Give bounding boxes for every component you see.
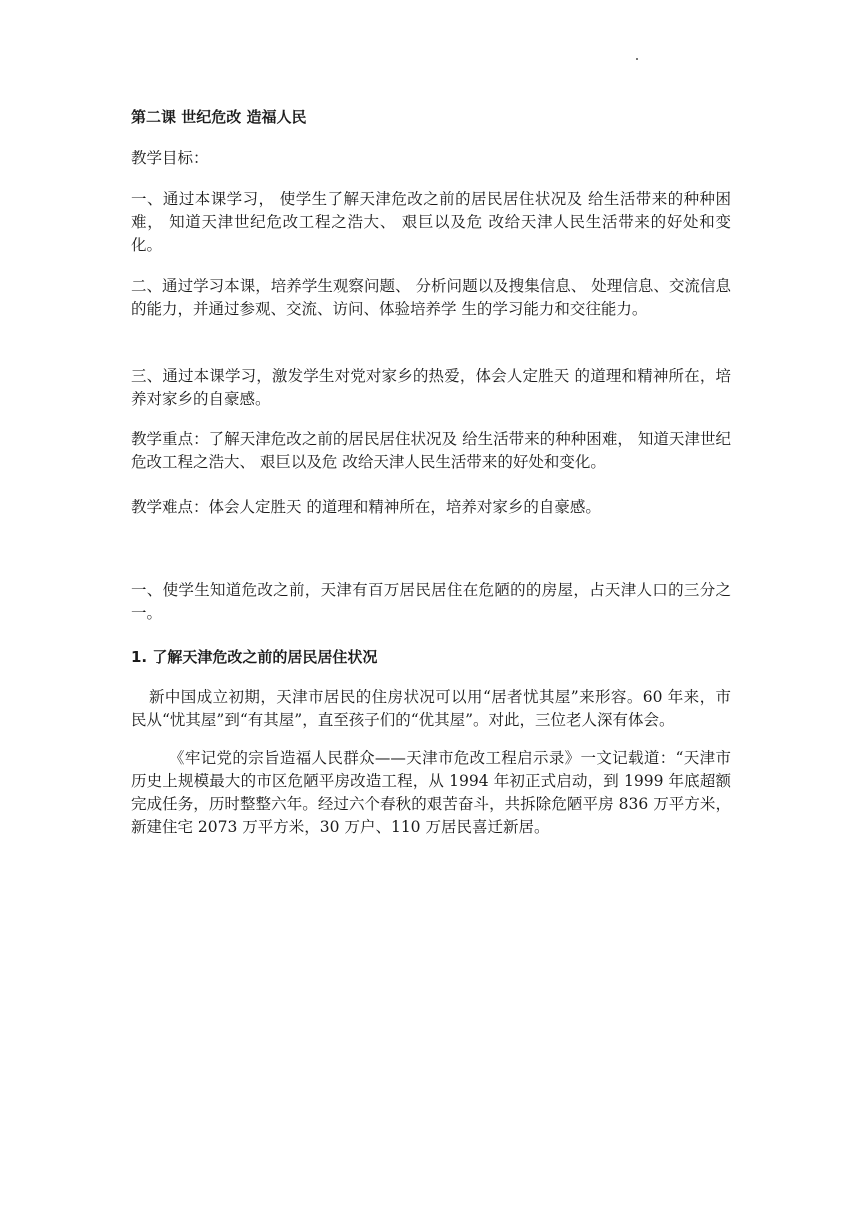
corner-dot: [636, 58, 638, 60]
objective-1: 一、通过本课学习， 使学生了解天津危改之前的居民居住状况及 给生活带来的种种困难， 知道天津世纪危改工程之浩大、 艰巨以及危 改给天津人民生活带来的好处和变化。: [131, 190, 731, 254]
subheading: 1. 了解天津危改之前的居民居住状况: [131, 648, 378, 666]
paragraph-2: 《牢记党的宗旨造福人民群众——天津市危改工程启示录》一文记载道：“天津市历史上规模最大的市区危陋平房改造工程，从 1994 年初正式启动，到 1999 年底超额完成任务，历时整整六年。经过六个春秋的艰苦奋斗，共拆除危陋平房 836 万平方米，新建住宅 2073 万平方米，30 万户、110 万居民喜迁新居。: [131, 749, 731, 836]
difficulties: 教学难点：体会人定胜天 的道理和精神所在，培养对家乡的自豪感。: [131, 498, 601, 516]
objectives-label: 教学目标：: [131, 149, 209, 167]
key-points: 教学重点：了解天津危改之前的居民居住状况及 给生活带来的种种困难， 知道天津世纪危改工程之浩大、 艰巨以及危 改给天津人民生活带来的好处和变化。: [131, 430, 731, 471]
paragraph-1: 新中国成立初期，天津市居民的住房状况可以用“居者忧其屋”来形容。60 年来，市民从“忧其屋”到“有其屋”，直至孩子们的“优其屋”。对此，三位老人深有体会。: [131, 688, 731, 729]
section-intro: 一、使学生知道危改之前，天津有百万居民居住在危陋的的房屋，占天津人口的三分之一。: [131, 581, 731, 622]
lesson-title: 第二课 世纪危改 造福人民: [131, 108, 307, 126]
objective-2: 二、通过学习本课，培养学生观察问题、 分析问题以及搜集信息、 处理信息、交流信息的能力，并通过参观、交流、访问、体验培养学 生的学习能力和交往能力。: [131, 277, 731, 318]
objective-3: 三、通过本课学习，激发学生对党对家乡的热爱，体会人定胜天 的道理和精神所在，培养对家乡的自豪感。: [131, 367, 731, 408]
